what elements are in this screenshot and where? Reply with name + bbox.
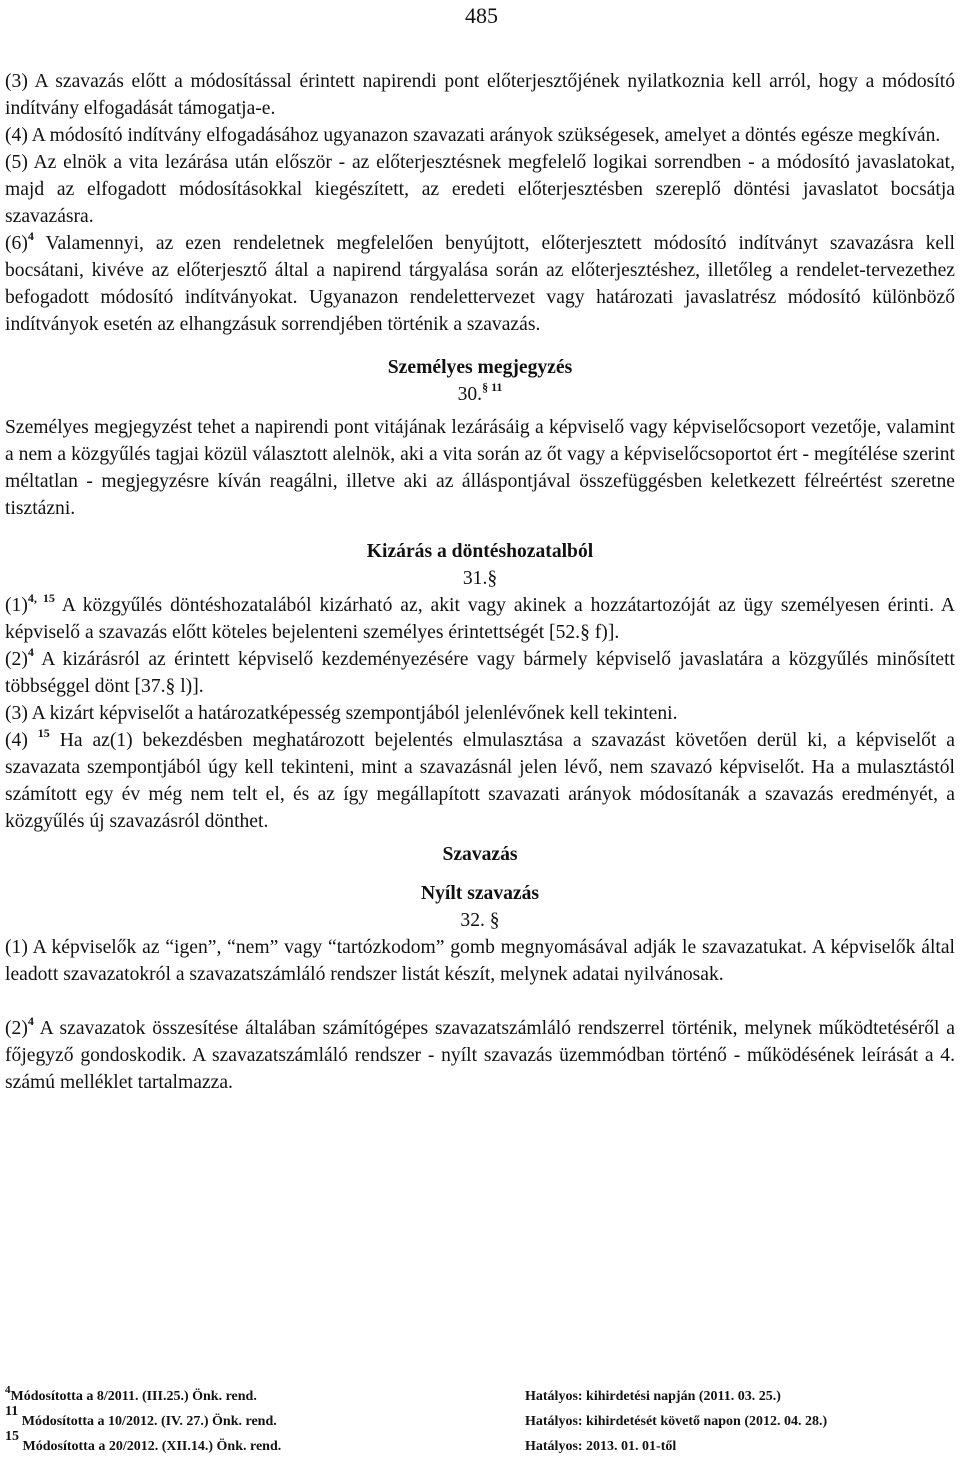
paragraph-text: Valamennyi, az ezen rendeletnek megfelelően benyújtott, előterjesztett módosító indítványt szavazásra kell bocsátani, kivéve az előterjesztő által a napirend tárgyalása során az előterjesztéshez, illetőleg a rendelet-tervezethez befogadott módosító indítványokat. Ugyanazon rendelettervezet vagy határozati javaslatrész módosító különböző indítványok esetén az elhangzásuk sorrendjében történik a szavazás. [5,233,955,335]
paragraph-31-4 [5,727,955,835]
paragraph-number: (1) [5,595,28,616]
footnote-number: 11 [5,1404,19,1419]
section-number-30 [5,381,955,408]
paragraph-29-6 [5,230,955,338]
footnote-effective: Hatályos: kihirdetését követő napon (2012. 04. 28.) [525,1414,828,1429]
paragraph-31-2 [5,646,955,700]
paragraph-text: A közgyűlés döntéshozatalából kizárható az, akit vagy akinek a hozzátartozóját az ügy személyesen érinti. A képviselő a szavazás előtt köteles bejelenteni személyes érintettségét [52.§ f)]. [5,595,955,643]
paragraph-text: A kizárásról az érintett képviselő kezdeményezésére vagy bármely képviselő javaslatára a közgyűlés minősített többséggel dönt [37.§ l)]. [5,649,955,697]
footnote-text: Módosította a 20/2012. (XII.14.) Önk. rend. [19,1439,282,1454]
footnotes [5,1385,955,1460]
footnote [5,1385,955,1410]
footnote-text: Módosította a 8/2011. (III.25.) Önk. rend. [10,1389,257,1404]
footnote-ref: 4 [27,645,34,659]
spacer [5,988,955,1015]
footnote-effective: Hatályos: kihirdetési napján (2011. 03. 25.) [525,1389,781,1404]
paragraph-29-5: (5) Az elnök a vita lezárása után először - az előterjesztésnek megfelelő logikai sorrendben - a módosító javaslatokat, majd az elfogadott módosításokkal kiegészített, az eredeti előterjesztésben szereplő döntési javaslatot bocsátja szavazásra. [5,152,955,227]
paragraph-30: Személyes megjegyzést tehet a napirendi pont vitájának lezárásáig a képviselő vagy képviselőcsoport vezetője, valamint a nem a közgyűlés tagjai közül választott alelnök, aki a vita során az őt vagy a képviselőcsoportot ért - megítélése szerint méltatlan - megjegyzésre kíván reagálni, illetve aki az álláspontjával összefüggésben keletkezett félreértést szeretne tisztázni. [5,417,955,519]
footnote-ref: 15 [37,726,50,740]
footnote [5,1429,955,1460]
section-number-32: 32. § [460,910,500,931]
footnote [5,1404,955,1435]
paragraph-text: Ha az(1) bekezdésben meghatározott bejelentés elmulasztása a szavazást követően derül ki, a képviselőt a szavazata szempontjából úgy kell tekinteni, mint a szavazásnál jelen lévő, nem szavazó képviselőt. Ha a mulasztástól számított egy év még nem telt el, és az így megállapított szavazati arányok módosítanák a szavazás eredményét, a közgyűlés új szavazásról dönthet. [5,730,956,832]
paragraph-29-4: (4) A módosító indítvány elfogadásához ugyanazon szavazati arányok szükségesek, amelyet a döntés egésze megkíván. [5,125,941,146]
paragraph-31-3: (3) A kizárt képviselőt a határozatképesség szempontjából jelenlévőnek kell tekinteni. [5,703,678,724]
paragraph-text: A szavazatok összesítése általában számítógépes szavazatszámláló rendszerrel történik, melynek működtetéséről a főjegyző gondoskodik. A szavazatszámláló rendszer - nyílt szavazás üzemmódban történő - működésének leírását a 4. számú melléklet tartalmazza. [5,1018,955,1093]
footnote-ref: 4, 15 [27,591,55,605]
section-heading-31: Kizárás a döntéshozatalból [366,541,594,562]
paragraph-32-1: (1) A képviselők az “igen”, “nem” vagy “tartózkodom” gomb megnyomásával adják le szavazatukat. A képviselők által leadott szavazatokról a szavazatszámláló rendszer listát készít, melynek adatai nyilvánosak. [5,937,955,985]
section-heading-30: Személyes megjegyzés [387,357,573,378]
paragraph-number: (2) [5,649,28,670]
section-number: 30. [457,384,483,405]
footnote-text: Módosította a 10/2012. (IV. 27.) Önk. rend. [18,1414,277,1429]
footnote-number: 15 [5,1429,19,1444]
paragraph-29-3: (3) A szavazás előtt a módosítással érintett napirendi pont előterjesztőjének nyilatkoznia kell arról, hogy a módosító indítvány elfogadását támogatja-e. [5,71,955,119]
footnote-ref: 4 [27,229,34,243]
footnote-ref: § 11 [482,380,503,394]
paragraph-32-2 [5,1015,955,1096]
document-body [5,68,955,1096]
section-number-31: 31.§ [462,568,498,589]
paragraph-31-1 [5,592,955,646]
page-number: 485 [465,3,498,28]
subsection-heading-32: Nyílt szavazás [420,883,540,904]
footnote-number: 4 [5,1384,11,1396]
paragraph-number: (2) [5,1018,28,1039]
paragraph-number: (6) [5,233,28,254]
paragraph-number: (4) [5,730,28,751]
section-heading-32: Szavazás [442,844,518,865]
footnote-effective: Hatályos: 2013. 01. 01-től [525,1439,677,1454]
footnote-ref: 4 [27,1014,34,1028]
